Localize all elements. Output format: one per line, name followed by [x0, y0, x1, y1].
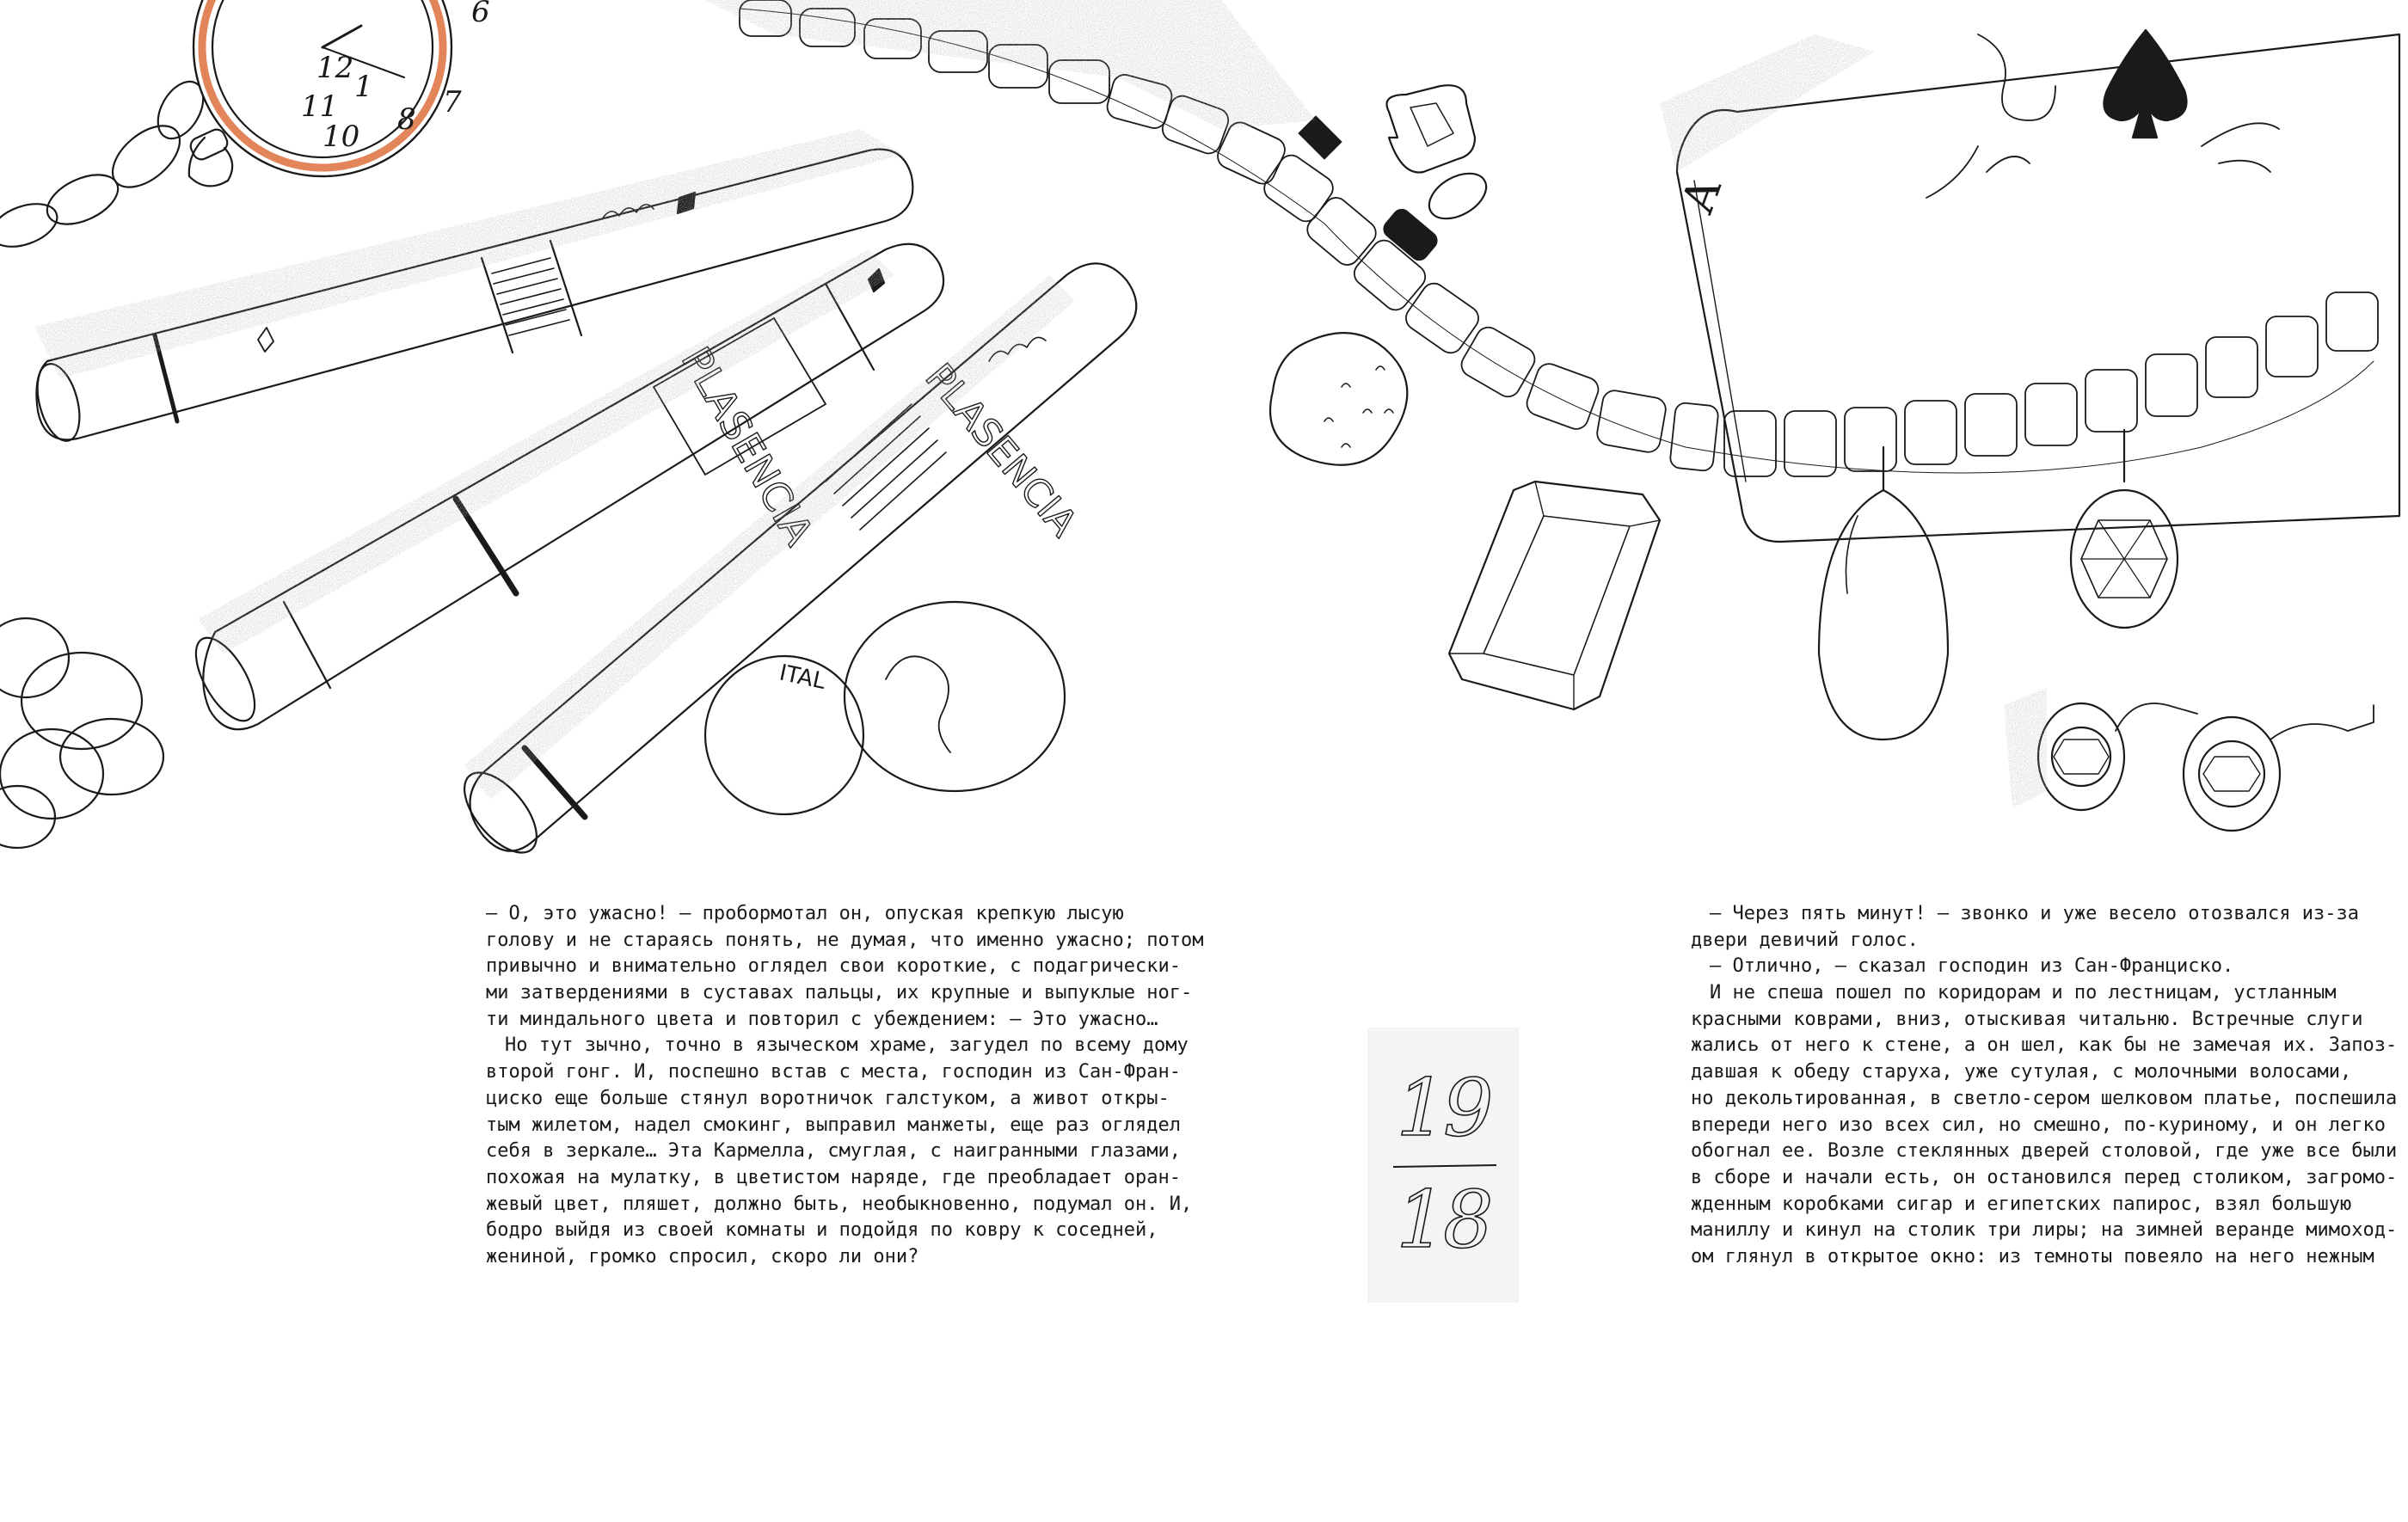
left-line-5: ти миндального цвета и повторил с убеждением: — Это ужасно… [486, 1008, 1158, 1030]
svg-text:11: 11 [301, 89, 339, 124]
cufflinks [2038, 703, 2374, 831]
cigar-3 [452, 263, 1137, 865]
cigar-band-label-2: PLASENCIA [916, 355, 1086, 545]
right-line-4: И не спеша пошел по коридорам и по лестницам, устланным [1710, 982, 2337, 1004]
left-line-8: циско еще больше стянул воротничок галстуком, а живот откры- [486, 1087, 1170, 1109]
left-text-column [486, 901, 1204, 1271]
right-line-13: маниллу и кинул на столик три лиры; на зимней веранде мимоход- [1691, 1219, 2398, 1242]
cigars [30, 150, 1136, 865]
right-line-11: в сборе и начали есть, он остановился перед столиком, загромо- [1691, 1166, 2398, 1188]
cigar-band-label-1: PLASENCIA [672, 339, 823, 553]
left-line-6: Но тут зычно, точно в языческом храме, загудел по всему дому [505, 1034, 1189, 1057]
left-line-4: ми затвердениями в суставах пальцы, их крупные и выпуклые ног- [486, 982, 1193, 1004]
right-line-6: жались от него к стене, а он шел, как бы не замечая их. Запоз- [1691, 1034, 2398, 1057]
folio-page-number-right: 19 [1396, 1062, 1490, 1154]
teardrop-pendant [1819, 447, 1948, 740]
folio-page-number-left: 18 [1396, 1174, 1490, 1266]
right-line-8: но декольтированная, в светло-сером шелковом платье, поспешила [1691, 1087, 2398, 1109]
svg-text:6: 6 [471, 0, 490, 29]
svg-text:10: 10 [322, 120, 360, 154]
left-line-11: похожая на мулатку, в цветистом наряде, где преобладает оран- [486, 1166, 1181, 1188]
right-line-10: обогнал ее. Возле стеклянных дверей столовой, где уже все были [1691, 1140, 2398, 1163]
svg-text:1: 1 [354, 70, 373, 104]
pocket-watch [187, 0, 489, 186]
svg-text:7: 7 [443, 85, 462, 120]
right-line-1: — Через пять минут! — звонко и уже весело отозвался из-за [1710, 903, 2359, 924]
left-line-3: привычно и внимательно оглядел свои короткие, с подагрически- [486, 955, 1181, 978]
left-line-2: голову и не стараясь понять, не думая, что именно ужасно; потом [486, 929, 1204, 951]
page-folio [1367, 1028, 1519, 1303]
crystal-pendant [1387, 85, 1495, 228]
card-rank: A [1672, 171, 1732, 220]
left-line-12: жевый цвет, пляшет, должно быть, необыкновенно, подумал он. И, [486, 1193, 1193, 1215]
left-line-14: жениной, громко спросил, скоро ли они? [486, 1245, 919, 1267]
svg-text:12: 12 [316, 51, 354, 85]
chain-top-left [0, 74, 212, 255]
left-line-10: себя в зеркале… Эта Кармелла, смуглая, с наигранными глазами, [486, 1140, 1181, 1163]
coins [705, 602, 1065, 814]
right-line-7: давшая к обеду старуха, уже сутулая, с молочными волосами, [1691, 1061, 2352, 1083]
right-line-14: ом глянул в открытое окно: из темноты повеяло на него нежным [1691, 1245, 2374, 1267]
svg-text:8: 8 [397, 102, 416, 137]
chain-bottom-left [0, 618, 163, 848]
right-text-column [1691, 901, 2398, 1271]
right-line-2: двери девичий голос. [1691, 929, 1919, 951]
coin-inscription: ITAL [777, 660, 828, 696]
right-line-3: — Отлично, — сказал господин из Сан-Франциско. [1710, 955, 2234, 978]
emerald-gem [1449, 482, 1660, 709]
textured-pendant [1270, 333, 1407, 465]
right-line-9: впереди него изо всех сил, но смешно, по-куриному, и он легко [1691, 1114, 2386, 1136]
left-line-9: тым жилетом, надел смокинг, выправил манжеты, еще раз оглядел [486, 1114, 1181, 1136]
right-line-5: красными коврами, вниз, отыскивая читальню. Встречные слуги [1691, 1008, 2363, 1030]
left-line-7: второй гонг. И, поспешно встав с места, господин из Сан-Фран- [486, 1061, 1181, 1083]
left-line-13: бодро выйдя из своей комнаты и подойдя по ковру к соседней, [486, 1219, 1158, 1242]
left-line-1: — О, это ужасно! — пробормотал он, опуская крепкую лысую [486, 903, 1124, 924]
right-line-12: жденным коробками сигар и египетских папирос, взял большую [1691, 1193, 2352, 1215]
